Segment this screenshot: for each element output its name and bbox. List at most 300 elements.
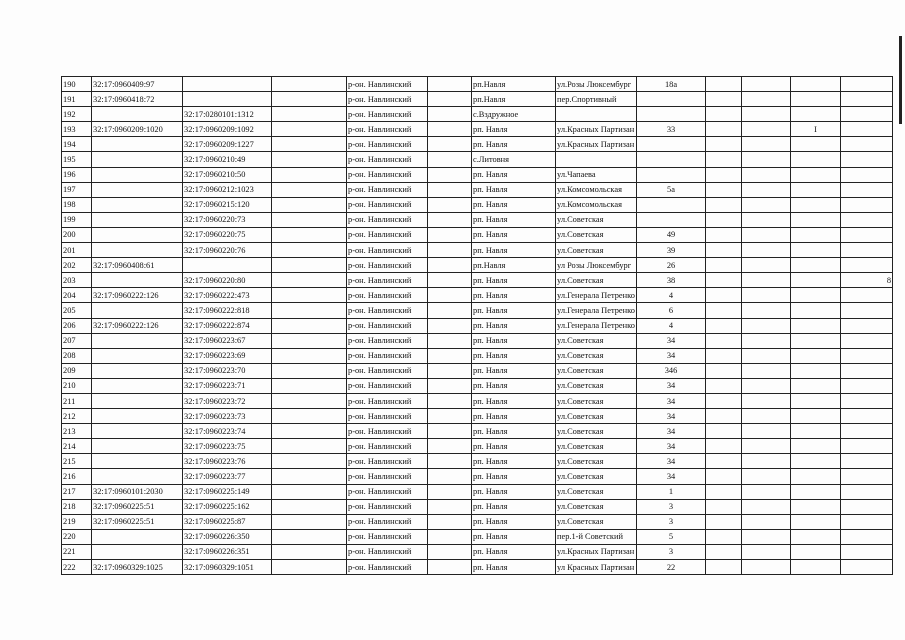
street: ул.Советская bbox=[556, 454, 637, 469]
extra-cell bbox=[791, 182, 841, 197]
row-number: 219 bbox=[62, 514, 92, 529]
row-number: 201 bbox=[62, 243, 92, 258]
district: р-он. Навлинский bbox=[347, 227, 428, 242]
settlement: с.Вздружное bbox=[472, 107, 556, 122]
house-number: 5 bbox=[637, 529, 706, 544]
house-number: 1 bbox=[637, 484, 706, 499]
land-cadastral-number bbox=[92, 348, 183, 363]
object-cadastral-number: 32:17:0280101:1312 bbox=[183, 107, 272, 122]
row-number: 195 bbox=[62, 152, 92, 167]
street: ул.Комсомольская bbox=[556, 182, 637, 197]
district: р-он. Навлинский bbox=[347, 122, 428, 137]
table-row bbox=[62, 137, 893, 152]
empty-cell bbox=[428, 484, 472, 499]
settlement: рп. Навля bbox=[472, 469, 556, 484]
empty-cell bbox=[706, 197, 742, 212]
empty-cell bbox=[428, 363, 472, 378]
land-cadastral-number bbox=[92, 333, 183, 348]
extra-cell bbox=[841, 303, 893, 318]
settlement: рп. Навля bbox=[472, 273, 556, 288]
empty-cell bbox=[742, 409, 791, 424]
extra-cell bbox=[791, 529, 841, 544]
row-number: 221 bbox=[62, 544, 92, 559]
empty-cell bbox=[742, 303, 791, 318]
table-row bbox=[62, 303, 893, 318]
empty-cell bbox=[272, 212, 347, 227]
extra-cell bbox=[841, 212, 893, 227]
row-number: 213 bbox=[62, 424, 92, 439]
extra-cell bbox=[791, 212, 841, 227]
object-cadastral-number: 32:17:0960225:162 bbox=[183, 499, 272, 514]
district: р-он. Навлинский bbox=[347, 469, 428, 484]
empty-cell bbox=[272, 333, 347, 348]
empty-cell bbox=[742, 122, 791, 137]
row-number: 193 bbox=[62, 122, 92, 137]
empty-cell bbox=[428, 197, 472, 212]
land-cadastral-number bbox=[92, 107, 183, 122]
settlement: рп.Навля bbox=[472, 77, 556, 92]
empty-cell bbox=[272, 378, 347, 393]
table-row bbox=[62, 333, 893, 348]
street bbox=[556, 107, 637, 122]
land-cadastral-number bbox=[92, 544, 183, 559]
row-number: 196 bbox=[62, 167, 92, 182]
extra-cell bbox=[841, 318, 893, 333]
land-cadastral-number bbox=[92, 439, 183, 454]
empty-cell bbox=[428, 303, 472, 318]
house-number: 3 bbox=[637, 544, 706, 559]
land-cadastral-number: 32:17:0960225:51 bbox=[92, 499, 183, 514]
empty-cell bbox=[272, 107, 347, 122]
settlement: рп. Навля bbox=[472, 454, 556, 469]
settlement: рп. Навля bbox=[472, 348, 556, 363]
empty-cell bbox=[428, 560, 472, 575]
empty-cell bbox=[428, 499, 472, 514]
extra-cell bbox=[841, 167, 893, 182]
land-cadastral-number bbox=[92, 243, 183, 258]
empty-cell bbox=[272, 409, 347, 424]
extra-cell bbox=[791, 167, 841, 182]
extra-cell bbox=[841, 514, 893, 529]
district: р-он. Навлинский bbox=[347, 454, 428, 469]
land-cadastral-number: 32:17:0960418:72 bbox=[92, 92, 183, 107]
land-cadastral-number bbox=[92, 363, 183, 378]
land-cadastral-number bbox=[92, 152, 183, 167]
district: р-он. Навлинский bbox=[347, 137, 428, 152]
house-number: 39 bbox=[637, 243, 706, 258]
empty-cell bbox=[428, 227, 472, 242]
extra-cell bbox=[841, 197, 893, 212]
table-row bbox=[62, 212, 893, 227]
house-number: 3 bbox=[637, 499, 706, 514]
empty-cell bbox=[272, 484, 347, 499]
street: ул.Комсомольская bbox=[556, 197, 637, 212]
empty-cell bbox=[742, 107, 791, 122]
empty-cell bbox=[742, 439, 791, 454]
empty-cell bbox=[272, 288, 347, 303]
settlement: рп. Навля bbox=[472, 499, 556, 514]
object-cadastral-number: 32:17:0960220:76 bbox=[183, 243, 272, 258]
settlement: рп. Навля bbox=[472, 514, 556, 529]
empty-cell bbox=[742, 152, 791, 167]
empty-cell bbox=[428, 288, 472, 303]
empty-cell bbox=[272, 469, 347, 484]
street: ул.Советская bbox=[556, 409, 637, 424]
extra-cell bbox=[841, 529, 893, 544]
street: ул.Советская bbox=[556, 499, 637, 514]
empty-cell bbox=[272, 363, 347, 378]
empty-cell bbox=[272, 77, 347, 92]
object-cadastral-number: 32:17:0960215:120 bbox=[183, 197, 272, 212]
extra-cell bbox=[791, 499, 841, 514]
house-number bbox=[637, 167, 706, 182]
district: р-он. Навлинский bbox=[347, 303, 428, 318]
empty-cell bbox=[706, 499, 742, 514]
settlement: рп. Навля bbox=[472, 318, 556, 333]
row-number: 206 bbox=[62, 318, 92, 333]
street: ул.Советская bbox=[556, 243, 637, 258]
empty-cell bbox=[428, 514, 472, 529]
land-cadastral-number: 32:17:0960329:1025 bbox=[92, 560, 183, 575]
empty-cell bbox=[706, 454, 742, 469]
row-number: 197 bbox=[62, 182, 92, 197]
extra-cell bbox=[841, 560, 893, 575]
row-number: 215 bbox=[62, 454, 92, 469]
extra-cell bbox=[841, 363, 893, 378]
table-row bbox=[62, 182, 893, 197]
object-cadastral-number: 32:17:0960223:73 bbox=[183, 409, 272, 424]
table-row bbox=[62, 258, 893, 273]
empty-cell bbox=[272, 499, 347, 514]
extra-cell bbox=[791, 409, 841, 424]
extra-cell bbox=[791, 439, 841, 454]
table-row bbox=[62, 469, 893, 484]
extra-cell bbox=[841, 137, 893, 152]
empty-cell bbox=[742, 499, 791, 514]
extra-cell bbox=[791, 227, 841, 242]
extra-cell bbox=[841, 378, 893, 393]
empty-cell bbox=[272, 152, 347, 167]
street: ул.Советская bbox=[556, 424, 637, 439]
empty-cell bbox=[428, 152, 472, 167]
district: р-он. Навлинский bbox=[347, 348, 428, 363]
object-cadastral-number: 32:17:0960212:1023 bbox=[183, 182, 272, 197]
house-number: 4 bbox=[637, 318, 706, 333]
extra-cell bbox=[791, 454, 841, 469]
empty-cell bbox=[706, 484, 742, 499]
table-row bbox=[62, 152, 893, 167]
settlement: рп. Навля bbox=[472, 393, 556, 408]
settlement: рп. Навля bbox=[472, 288, 556, 303]
district: р-он. Навлинский bbox=[347, 107, 428, 122]
empty-cell bbox=[272, 303, 347, 318]
row-number: 198 bbox=[62, 197, 92, 212]
object-cadastral-number: 32:17:0960226:350 bbox=[183, 529, 272, 544]
land-cadastral-number bbox=[92, 182, 183, 197]
house-number: 346 bbox=[637, 363, 706, 378]
empty-cell bbox=[742, 77, 791, 92]
registry-table bbox=[61, 76, 893, 575]
house-number: 49 bbox=[637, 227, 706, 242]
scan-edge-mark bbox=[899, 36, 902, 124]
extra-cell bbox=[791, 303, 841, 318]
extra-cell bbox=[841, 152, 893, 167]
object-cadastral-number: 32:17:0960209:1092 bbox=[183, 122, 272, 137]
empty-cell bbox=[428, 333, 472, 348]
extra-cell bbox=[841, 484, 893, 499]
district: р-он. Навлинский bbox=[347, 273, 428, 288]
extra-cell bbox=[791, 92, 841, 107]
street: ул.Красных Партизан bbox=[556, 544, 637, 559]
empty-cell bbox=[742, 544, 791, 559]
extra-cell bbox=[791, 288, 841, 303]
object-cadastral-number: 32:17:0960223:67 bbox=[183, 333, 272, 348]
table-row bbox=[62, 243, 893, 258]
empty-cell bbox=[742, 333, 791, 348]
extra-cell bbox=[841, 393, 893, 408]
street: ул.Чапаева bbox=[556, 167, 637, 182]
empty-cell bbox=[272, 137, 347, 152]
row-number: 203 bbox=[62, 273, 92, 288]
house-number: 6 bbox=[637, 303, 706, 318]
empty-cell bbox=[428, 243, 472, 258]
house-number: 34 bbox=[637, 393, 706, 408]
empty-cell bbox=[742, 273, 791, 288]
empty-cell bbox=[272, 514, 347, 529]
extra-cell bbox=[791, 197, 841, 212]
row-number: 222 bbox=[62, 560, 92, 575]
land-cadastral-number bbox=[92, 454, 183, 469]
district: р-он. Навлинский bbox=[347, 439, 428, 454]
object-cadastral-number: 32:17:0960223:75 bbox=[183, 439, 272, 454]
settlement: рп. Навля bbox=[472, 182, 556, 197]
empty-cell bbox=[742, 318, 791, 333]
district: р-он. Навлинский bbox=[347, 333, 428, 348]
empty-cell bbox=[272, 122, 347, 137]
table-row bbox=[62, 288, 893, 303]
empty-cell bbox=[428, 544, 472, 559]
empty-cell bbox=[428, 92, 472, 107]
district: р-он. Навлинский bbox=[347, 197, 428, 212]
empty-cell bbox=[742, 454, 791, 469]
settlement: рп. Навля bbox=[472, 424, 556, 439]
land-cadastral-number bbox=[92, 469, 183, 484]
empty-cell bbox=[706, 318, 742, 333]
table-row bbox=[62, 348, 893, 363]
street: ул.Советская bbox=[556, 514, 637, 529]
house-number bbox=[637, 212, 706, 227]
extra-cell bbox=[791, 137, 841, 152]
land-cadastral-number bbox=[92, 197, 183, 212]
table-row bbox=[62, 514, 893, 529]
street: ул Розы Люксембург bbox=[556, 258, 637, 273]
settlement: рп.Навля bbox=[472, 258, 556, 273]
extra-cell bbox=[841, 243, 893, 258]
row-number: 192 bbox=[62, 107, 92, 122]
district: р-он. Навлинский bbox=[347, 424, 428, 439]
table-row bbox=[62, 544, 893, 559]
empty-cell bbox=[742, 182, 791, 197]
settlement: рп. Навля bbox=[472, 212, 556, 227]
settlement: рп. Навля bbox=[472, 439, 556, 454]
land-cadastral-number: 32:17:0960209:1020 bbox=[92, 122, 183, 137]
extra-cell bbox=[841, 454, 893, 469]
extra-cell bbox=[841, 77, 893, 92]
land-cadastral-number: 32:17:0960101:2030 bbox=[92, 484, 183, 499]
row-number: 205 bbox=[62, 303, 92, 318]
extra-cell bbox=[841, 348, 893, 363]
row-number: 208 bbox=[62, 348, 92, 363]
district: р-он. Навлинский bbox=[347, 560, 428, 575]
extra-cell bbox=[841, 258, 893, 273]
settlement: рп. Навля bbox=[472, 333, 556, 348]
row-number: 199 bbox=[62, 212, 92, 227]
settlement: рп. Навля bbox=[472, 137, 556, 152]
street: ул.Советская bbox=[556, 333, 637, 348]
extra-cell bbox=[791, 152, 841, 167]
row-number: 204 bbox=[62, 288, 92, 303]
empty-cell bbox=[272, 167, 347, 182]
extra-cell bbox=[791, 333, 841, 348]
house-number: 34 bbox=[637, 333, 706, 348]
empty-cell bbox=[706, 243, 742, 258]
empty-cell bbox=[706, 560, 742, 575]
street: ул.Генерала Петренко bbox=[556, 303, 637, 318]
object-cadastral-number bbox=[183, 92, 272, 107]
district: р-он. Навлинский bbox=[347, 393, 428, 408]
row-number: 207 bbox=[62, 333, 92, 348]
extra-cell bbox=[791, 378, 841, 393]
land-cadastral-number: 32:17:0960222:126 bbox=[92, 288, 183, 303]
land-cadastral-number bbox=[92, 424, 183, 439]
extra-cell bbox=[791, 77, 841, 92]
empty-cell bbox=[428, 378, 472, 393]
settlement: рп. Навля bbox=[472, 409, 556, 424]
empty-cell bbox=[428, 424, 472, 439]
table-row bbox=[62, 529, 893, 544]
empty-cell bbox=[272, 318, 347, 333]
street: ул.Генерала Петренко bbox=[556, 288, 637, 303]
district: р-он. Навлинский bbox=[347, 182, 428, 197]
settlement: рп. Навля bbox=[472, 544, 556, 559]
empty-cell bbox=[742, 288, 791, 303]
house-number: 34 bbox=[637, 409, 706, 424]
extra-cell bbox=[841, 288, 893, 303]
land-cadastral-number: 32:17:0960222:126 bbox=[92, 318, 183, 333]
empty-cell bbox=[706, 529, 742, 544]
extra-cell bbox=[841, 499, 893, 514]
empty-cell bbox=[706, 212, 742, 227]
house-number: 38 bbox=[637, 273, 706, 288]
row-number: 217 bbox=[62, 484, 92, 499]
street: ул.Советская bbox=[556, 212, 637, 227]
empty-cell bbox=[428, 107, 472, 122]
street: пер.1-й Советский bbox=[556, 529, 637, 544]
object-cadastral-number: 32:17:0960222:874 bbox=[183, 318, 272, 333]
object-cadastral-number: 32:17:0960223:71 bbox=[183, 378, 272, 393]
empty-cell bbox=[742, 469, 791, 484]
street: ул.Розы Люксембург bbox=[556, 77, 637, 92]
empty-cell bbox=[706, 348, 742, 363]
extra-cell bbox=[791, 273, 841, 288]
district: р-он. Навлинский bbox=[347, 409, 428, 424]
district: р-он. Навлинский bbox=[347, 288, 428, 303]
extra-cell bbox=[841, 227, 893, 242]
house-number: 33 bbox=[637, 122, 706, 137]
extra-cell bbox=[791, 393, 841, 408]
empty-cell bbox=[428, 393, 472, 408]
district: р-он. Навлинский bbox=[347, 243, 428, 258]
district: р-он. Навлинский bbox=[347, 152, 428, 167]
table-row bbox=[62, 454, 893, 469]
object-cadastral-number: 32:17:0960222:473 bbox=[183, 288, 272, 303]
empty-cell bbox=[272, 529, 347, 544]
empty-cell bbox=[272, 227, 347, 242]
empty-cell bbox=[428, 258, 472, 273]
empty-cell bbox=[706, 363, 742, 378]
empty-cell bbox=[428, 409, 472, 424]
empty-cell bbox=[272, 560, 347, 575]
district: р-он. Навлинский bbox=[347, 167, 428, 182]
extra-cell bbox=[841, 122, 893, 137]
settlement: рп. Навля bbox=[472, 227, 556, 242]
street: ул.Советская bbox=[556, 484, 637, 499]
house-number bbox=[637, 137, 706, 152]
object-cadastral-number: 32:17:0960223:77 bbox=[183, 469, 272, 484]
object-cadastral-number bbox=[183, 77, 272, 92]
empty-cell bbox=[706, 378, 742, 393]
land-cadastral-number bbox=[92, 137, 183, 152]
extra-cell bbox=[841, 409, 893, 424]
table-row bbox=[62, 393, 893, 408]
empty-cell bbox=[706, 122, 742, 137]
table-row bbox=[62, 409, 893, 424]
house-number bbox=[637, 197, 706, 212]
empty-cell bbox=[706, 167, 742, 182]
empty-cell bbox=[706, 182, 742, 197]
row-number: 210 bbox=[62, 378, 92, 393]
extra-cell bbox=[791, 544, 841, 559]
table-row bbox=[62, 439, 893, 454]
empty-cell bbox=[742, 197, 791, 212]
empty-cell bbox=[742, 227, 791, 242]
land-cadastral-number bbox=[92, 409, 183, 424]
object-cadastral-number: 32:17:0960220:80 bbox=[183, 273, 272, 288]
empty-cell bbox=[706, 107, 742, 122]
street: ул.Советская bbox=[556, 273, 637, 288]
land-cadastral-number: 32:17:0960408:61 bbox=[92, 258, 183, 273]
table-row bbox=[62, 107, 893, 122]
extra-cell bbox=[841, 182, 893, 197]
extra-cell bbox=[841, 544, 893, 559]
empty-cell bbox=[272, 393, 347, 408]
house-number bbox=[637, 152, 706, 167]
empty-cell bbox=[272, 454, 347, 469]
empty-cell bbox=[742, 212, 791, 227]
object-cadastral-number: 32:17:0960223:70 bbox=[183, 363, 272, 378]
empty-cell bbox=[706, 303, 742, 318]
row-number: 216 bbox=[62, 469, 92, 484]
extra-cell bbox=[841, 439, 893, 454]
row-number: 202 bbox=[62, 258, 92, 273]
settlement: рп. Навля bbox=[472, 378, 556, 393]
empty-cell bbox=[272, 182, 347, 197]
empty-cell bbox=[742, 92, 791, 107]
empty-cell bbox=[428, 439, 472, 454]
empty-cell bbox=[428, 273, 472, 288]
object-cadastral-number: 32:17:0960209:1227 bbox=[183, 137, 272, 152]
object-cadastral-number: 32:17:0960225:87 bbox=[183, 514, 272, 529]
